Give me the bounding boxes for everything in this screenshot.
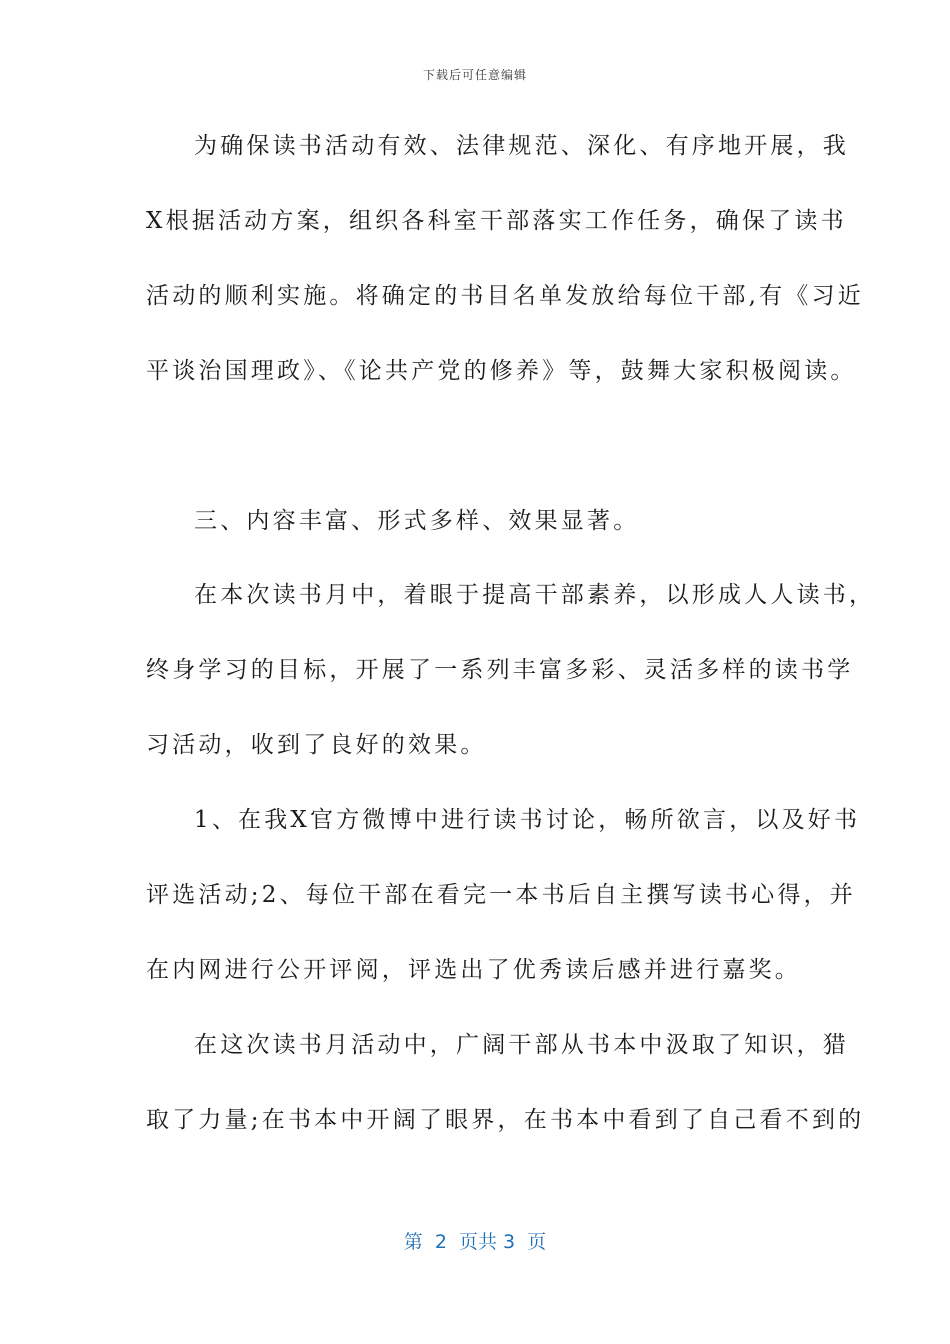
paragraph-line: 在这次读书月活动中，广阔干部从书本中汲取了知识，猎 [194, 1032, 849, 1058]
paragraph-line: 在内网进行公开评阅，评选出了优秀读后感并进行嘉奖。 [146, 957, 801, 983]
header-note: 下载后可任意编辑 [422, 68, 527, 82]
paragraph-line: X根据活动方案，组织各科室干部落实工作任务，确保了读书 [146, 208, 847, 234]
paragraph-line: 评选活动;2、每位干部在看完一本书后自主撰写读书心得，并 [146, 882, 856, 908]
paragraph-line: 习活动，收到了良好的效果。 [146, 732, 487, 758]
paragraph-line: 活动的顺利实施。将确定的书目名单发放给每位干部,有《习近 [146, 283, 864, 309]
paragraph-line: 为确保读书活动有效、法律规范、深化、有序地开展，我 [194, 133, 849, 159]
page-indicator: 第 2 页共 3 页 [403, 1231, 547, 1253]
paragraph-line: 平谈治国理政》、《论共产党的修养》等，鼓舞大家积极阅读。 [146, 358, 857, 384]
paragraph-line: 1、在我X官方微博中进行读书讨论，畅所欲言，以及好书 [194, 807, 861, 833]
paragraph-line: 取了力量;在书本中开阔了眼界，在书本中看到了自己看不到的 [146, 1107, 865, 1133]
section-heading: 三、内容丰富、形式多样、效果显著。 [194, 508, 640, 534]
paragraph-line: 在本次读书月中，着眼于提高干部素养，以形成人人读书， [194, 582, 876, 608]
paragraph-line: 终身学习的目标，开展了一系列丰富多彩、灵活多样的读书学 [146, 657, 854, 683]
